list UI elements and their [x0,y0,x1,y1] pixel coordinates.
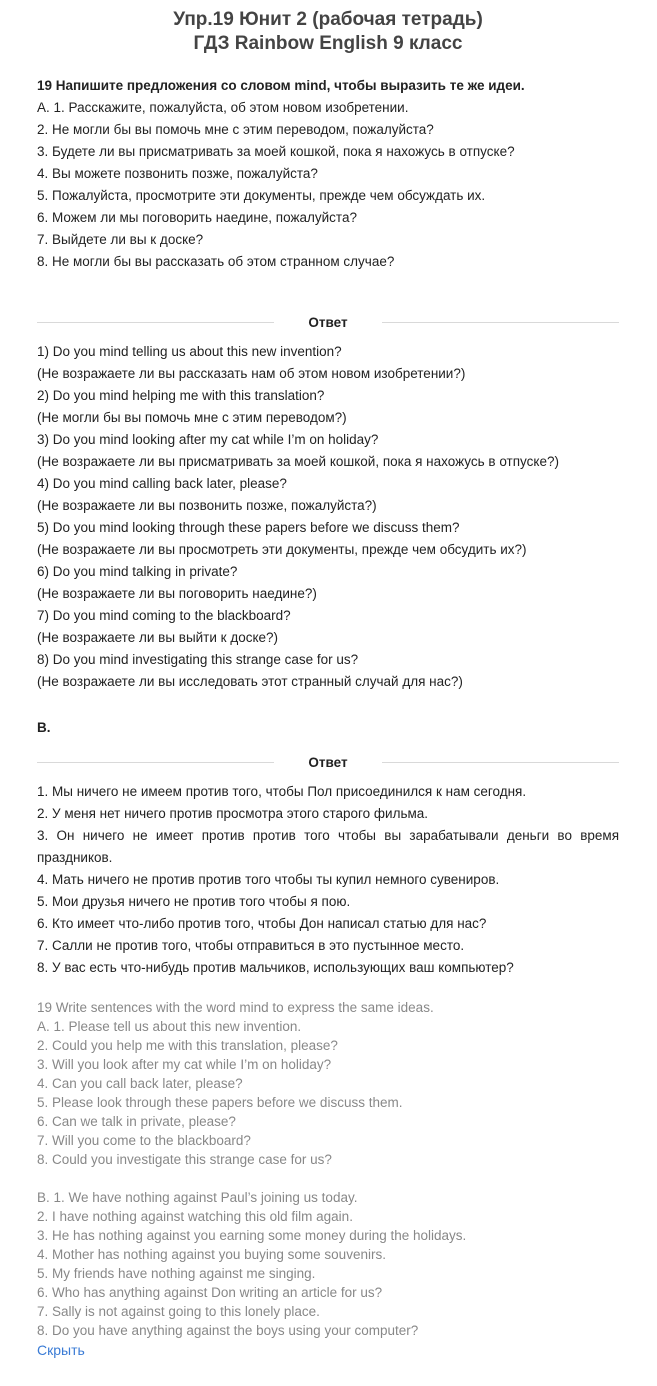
translation-line: 7. Will you come to the blackboard? [37,1133,251,1148]
divider-rule-left [37,322,274,323]
answer-line: 3) Do you mind looking after my cat while I’m on holiday? [37,432,379,447]
answer-line: 1) Do you mind telling us about this new invention? [37,344,342,359]
task-item: 8. Не могли бы вы рассказать об этом странном случае? [37,254,395,269]
task-item: 5. Пожалуйста, просмотрите эти документы, прежде чем обсуждать их. [37,188,486,203]
answer-line: 6. Кто имеет что-либо против того, чтобы Дон написал статью для нас? [37,916,487,931]
page-title [37,8,619,56]
hide-link[interactable]: Скрыть [37,1342,85,1358]
answer-b-label: Ответ [308,754,348,770]
translation-line: 4. Mother has nothing against you buying some souvenirs. [37,1247,386,1262]
answer-line: 3. Он ничего не имеет против против того чтобы вы зарабатывали деньги во время праздников. [37,828,619,865]
task-item: 7. Выйдете ли вы к доске? [37,232,204,247]
answer-line: (Не возражаете ли вы позвонить позже, пожалуйста?) [37,498,377,513]
answer-line: (Не могли бы вы помочь мне с этим переводом?) [37,410,347,425]
answer-a-label: Ответ [308,314,348,330]
title-line-1: Упр.19 Юнит 2 (рабочая тетрадь) [173,9,483,30]
answer-line: 6) Do you mind talking in private? [37,564,238,579]
task-item: 4. Вы можете позвонить позже, пожалуйста? [37,166,318,181]
translation-line: 2. I have nothing against watching this old film again. [37,1209,353,1224]
task-item: 6. Можем ли мы поговорить наедине, пожалуйста? [37,210,357,225]
answer-line: 4) Do you mind calling back later, please? [37,476,287,491]
translation-line: 5. My friends have nothing against me singing. [37,1266,316,1281]
translation-line: 19 Write sentences with the word mind to express the same ideas. [37,1000,434,1015]
answer-line: 8. У вас есть что-нибудь против мальчиков, использующих ваш компьютер? [37,960,514,975]
task-item: А. 1. Расскажите, пожалуйста, об этом новом изобретении. [37,100,409,115]
answer-line: 5) Do you mind looking through these papers before we discuss them? [37,520,460,535]
english-translation [37,998,619,1340]
answer-line: (Не возражаете ли вы присматривать за моей кошкой, пока я нахожусь в отпуске?) [37,454,559,469]
translation-line: 5. Please look through these papers before we discuss them. [37,1095,403,1110]
task-item: 2. Не могли бы вы помочь мне с этим переводом, пожалуйста? [37,122,434,137]
translation-line: 3. Will you look after my cat while I’m on holiday? [37,1057,332,1072]
translation-line: 2. Could you help me with this translation, please? [37,1038,338,1053]
divider-rule-right [382,762,619,763]
answer-line: 4. Мать ничего не против против того чтобы ты купил немного сувениров. [37,872,500,887]
divider-rule-right [382,322,619,323]
title-line-2: ГДЗ Rainbow English 9 класс [193,33,463,54]
answer-line: (Не возражаете ли вы поговорить наедине?) [37,586,317,601]
answer-line: (Не возражаете ли вы исследовать этот странный случай для нас?) [37,674,463,689]
answer-b-divider [37,751,619,773]
answer-line: 7) Do you mind coming to the blackboard? [37,608,291,623]
answer-a-divider [37,311,619,333]
translation-line: 6. Can we talk in private, please? [37,1114,236,1129]
answer-a-list [37,341,619,693]
answer-line: 1. Мы ничего не имеем против того, чтобы Пол присоединился к нам сегодня. [37,784,527,799]
translation-line: 3. He has nothing against you earning some money during the holidays. [37,1228,467,1243]
task-heading: 19 Напишите предложения со словом mind, чтобы выразить те же идеи. [37,78,525,93]
page [0,8,657,1386]
translation-line: 7. Sally is not against going to this lonely place. [37,1304,320,1319]
task-text [37,75,619,273]
answer-line: 8) Do you mind investigating this strange case for us? [37,652,359,667]
section-b-heading: B. [37,720,51,735]
answer-b-list [37,781,619,979]
translation-line: B. 1. We have nothing against Paul’s joining us today. [37,1190,358,1205]
answer-line: 5. Мои друзья ничего не против того чтобы я пою. [37,894,351,909]
translation-block-a [37,998,619,1169]
translation-block-b [37,1188,619,1340]
answer-line: 7. Салли не против того, чтобы отправиться в это пустынное место. [37,938,465,953]
translation-line: 8. Could you investigate this strange case for us? [37,1152,332,1167]
translation-line: 4. Can you call back later, please? [37,1076,243,1091]
answer-line: (Не возражаете ли вы рассказать нам об этом новом изобретении?) [37,366,466,381]
translation-line: A. 1. Please tell us about this new invention. [37,1019,302,1034]
answer-line: 2. У меня нет ничего против просмотра этого старого фильма. [37,806,429,821]
translation-line: 6. Who has anything against Don writing an article for us? [37,1285,383,1300]
answer-line: (Не возражаете ли вы выйти к доске?) [37,630,279,645]
translation-line: 8. Do you have anything against the boys using your computer? [37,1323,419,1338]
divider-rule-left [37,762,274,763]
answer-line: 2) Do you mind helping me with this translation? [37,388,325,403]
answer-line: (Не возражаете ли вы просмотреть эти документы, прежде чем обсудить их?) [37,542,527,557]
task-item: 3. Будете ли вы присматривать за моей кошкой, пока я нахожусь в отпуске? [37,144,515,159]
